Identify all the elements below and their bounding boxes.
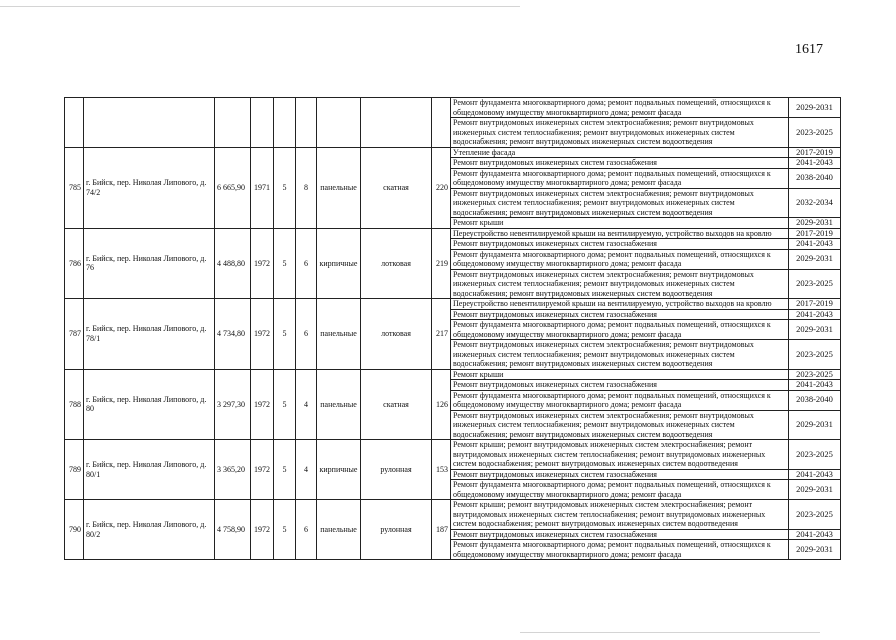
cell-wall-material: панельные bbox=[317, 299, 361, 370]
cell-work-period: 2017-2019 bbox=[789, 299, 841, 310]
cell-entrances: 4 bbox=[296, 440, 317, 500]
cell-wall-material: кирпичные bbox=[317, 440, 361, 500]
cell-work-type: Переустройство невентилируемой крыши на вентилируемую, устройство выходов на кровлю bbox=[451, 228, 789, 239]
cell-work-type: Переустройство невентилируемой крыши на вентилируемую, устройство выходов на кровлю bbox=[451, 299, 789, 310]
cell-work-type: Ремонт крыши; ремонт внутридомовых инженерных систем электроснабжения; ремонт внутридомовых инженерных систем теплоснабжения; ремонт внутридомовых инженерных систем водоснабжения; ремонт внутридомовых инженерных систем водоотведения bbox=[451, 500, 789, 530]
cell-wall-material: панельные bbox=[317, 369, 361, 440]
cell-build-year: 1972 bbox=[251, 440, 274, 500]
cell-area-continued bbox=[215, 98, 251, 148]
cell-floors: 5 bbox=[274, 440, 296, 500]
cell-apartments: 219 bbox=[432, 228, 451, 299]
cell-work-period: 2038-2040 bbox=[789, 390, 841, 410]
scan-edge-bottom bbox=[520, 632, 820, 633]
cell-roof-type: рулонная bbox=[361, 440, 432, 500]
cell-work-period: 2029-2031 bbox=[789, 218, 841, 229]
cell-work-period: 2041-2043 bbox=[789, 529, 841, 540]
cell-work-period: 2023-2025 bbox=[789, 340, 841, 370]
cell-work-type: Ремонт внутридомовых инженерных систем электроснабжения; ремонт внутридомовых инженерных систем теплоснабжения; ремонт внутридомовых инженерных систем водоснабжения; ремонт внутридомовых инженерных систем водоотведения bbox=[451, 410, 789, 440]
cell-apartments: 217 bbox=[432, 299, 451, 370]
cell-build-year: 1972 bbox=[251, 500, 274, 560]
cell-work-type: Ремонт внутридомовых инженерных систем газоснабжения bbox=[451, 529, 789, 540]
cell-row-number: 790 bbox=[65, 500, 84, 560]
cell-apartments: 220 bbox=[432, 147, 451, 228]
cell-floors-continued bbox=[274, 98, 296, 148]
table-row bbox=[65, 440, 841, 470]
cell-work-type: Ремонт внутридомовых инженерных систем газоснабжения bbox=[451, 158, 789, 169]
cell-address: г. Бийск, пер. Николая Липового, д. 80/2 bbox=[84, 500, 215, 560]
cell-walls-continued bbox=[317, 98, 361, 148]
cell-work-period: 2041-2043 bbox=[789, 309, 841, 320]
table-body bbox=[65, 98, 841, 560]
cell-work-type: Ремонт крыши bbox=[451, 369, 789, 380]
cell-work-period: 2023-2025 bbox=[789, 500, 841, 530]
cell-work-period: 2017-2019 bbox=[789, 147, 841, 158]
cell-work-type: Ремонт фундамента многоквартирного дома; ремонт подвальных помещений, относящихся к общедомовому имуществу многоквартирного дома; ремонт фасада bbox=[451, 390, 789, 410]
cell-roof-type: рулонная bbox=[361, 500, 432, 560]
cell-roof-type: лотковая bbox=[361, 228, 432, 299]
cell-work-type: Ремонт внутридомовых инженерных систем газоснабжения bbox=[451, 380, 789, 391]
cell-work-type: Ремонт крыши bbox=[451, 218, 789, 229]
table-row bbox=[65, 500, 841, 530]
cell-total-area: 4 758,90 bbox=[215, 500, 251, 560]
cell-floors: 5 bbox=[274, 500, 296, 560]
cell-work-period: 2032-2034 bbox=[789, 188, 841, 218]
cell-work-type: Ремонт фундамента многоквартирного дома; ремонт подвальных помещений, относящихся к общедомовому имуществу многоквартирного дома; ремонт фасада bbox=[451, 320, 789, 340]
cell-work-type: Ремонт внутридомовых инженерных систем электроснабжения; ремонт внутридомовых инженерных систем теплоснабжения; ремонт внутридомовых инженерных систем водоснабжения; ремонт внутридомовых инженерных систем водоотведения bbox=[451, 188, 789, 218]
cell-total-area: 6 665,90 bbox=[215, 147, 251, 228]
repair-program-table bbox=[64, 97, 841, 560]
cell-floors: 5 bbox=[274, 369, 296, 440]
cell-roof-type: лотковая bbox=[361, 299, 432, 370]
cell-work-period: 2029-2031 bbox=[789, 249, 841, 269]
cell-entrances-continued bbox=[296, 98, 317, 148]
cell-roof-continued bbox=[361, 98, 432, 148]
cell-address: г. Бийск, пер. Николая Липового, д. 80 bbox=[84, 369, 215, 440]
cell-apartments: 153 bbox=[432, 440, 451, 500]
cell-work-type: Ремонт внутридомовых инженерных систем электроснабжения; ремонт внутридомовых инженерных систем теплоснабжения; ремонт внутридомовых инженерных систем водоснабжения; ремонт внутридомовых инженерных систем водоотведения bbox=[451, 340, 789, 370]
cell-num-continued bbox=[65, 98, 84, 148]
cell-wall-material: кирпичные bbox=[317, 228, 361, 299]
cell-work-period: 2041-2043 bbox=[789, 469, 841, 480]
cell-work-period: 2041-2043 bbox=[789, 158, 841, 169]
cell-build-year: 1972 bbox=[251, 299, 274, 370]
cell-work-period: 2023-2025 bbox=[789, 369, 841, 380]
cell-work-type: Ремонт внутридомовых инженерных систем газоснабжения bbox=[451, 309, 789, 320]
cell-work-period: 2029-2031 bbox=[789, 320, 841, 340]
cell-wall-material: панельные bbox=[317, 147, 361, 228]
cell-work-period: 2017-2019 bbox=[789, 228, 841, 239]
cell-work-period: 2023-2025 bbox=[789, 269, 841, 299]
cell-row-number: 789 bbox=[65, 440, 84, 500]
cell-work-type: Ремонт фундамента многоквартирного дома; ремонт подвальных помещений, относящихся к общедомовому имуществу многоквартирного дома; ремонт фасада bbox=[451, 480, 789, 500]
cell-row-number: 788 bbox=[65, 369, 84, 440]
table-row bbox=[65, 147, 841, 158]
cell-address: г. Бийск, пер. Николая Липового, д. 80/1 bbox=[84, 440, 215, 500]
cell-apartments: 126 bbox=[432, 369, 451, 440]
cell-address: г. Бийск, пер. Николая Липового, д. 78/1 bbox=[84, 299, 215, 370]
cell-work-period: 2041-2043 bbox=[789, 239, 841, 250]
cell-work-type: Ремонт внутридомовых инженерных систем электроснабжения; ремонт внутридомовых инженерных систем теплоснабжения; ремонт внутридомовых инженерных систем водоснабжения; ремонт внутридомовых инженерных систем водоотведения bbox=[451, 269, 789, 299]
cell-work-type: Ремонт фундамента многоквартирного дома; ремонт подвальных помещений, относящихся к общедомовому имуществу многоквартирного дома; ремонт фасада bbox=[451, 540, 789, 560]
cell-build-year: 1971 bbox=[251, 147, 274, 228]
cell-year-continued bbox=[251, 98, 274, 148]
cell-work-period: 2041-2043 bbox=[789, 380, 841, 391]
cell-address-continued bbox=[84, 98, 215, 148]
cell-work-period: 2023-2025 bbox=[789, 118, 841, 148]
table-row bbox=[65, 369, 841, 380]
cell-floors: 5 bbox=[274, 299, 296, 370]
table-row-continued bbox=[65, 98, 841, 118]
cell-entrances: 6 bbox=[296, 228, 317, 299]
cell-total-area: 4 488,80 bbox=[215, 228, 251, 299]
cell-work-type: Ремонт фундамента многоквартирного дома; ремонт подвальных помещений, относящихся к общедомовому имуществу многоквартирного дома; ремонт фасада bbox=[451, 249, 789, 269]
cell-work-period: 2023-2025 bbox=[789, 440, 841, 470]
cell-floors: 5 bbox=[274, 228, 296, 299]
page-number: 1617 bbox=[795, 42, 823, 57]
cell-build-year: 1972 bbox=[251, 369, 274, 440]
cell-roof-type: скатная bbox=[361, 369, 432, 440]
cell-entrances: 8 bbox=[296, 147, 317, 228]
cell-work-period: 2038-2040 bbox=[789, 168, 841, 188]
cell-build-year: 1972 bbox=[251, 228, 274, 299]
cell-floors: 5 bbox=[274, 147, 296, 228]
cell-address: г. Бийск, пер. Николая Липового, д. 74/2 bbox=[84, 147, 215, 228]
cell-entrances: 6 bbox=[296, 299, 317, 370]
cell-row-number: 786 bbox=[65, 228, 84, 299]
cell-entrances: 4 bbox=[296, 369, 317, 440]
table-row bbox=[65, 228, 841, 239]
cell-wall-material: панельные bbox=[317, 500, 361, 560]
cell-work-type: Ремонт фундамента многоквартирного дома; ремонт подвальных помещений, относящихся к общедомовому имуществу многоквартирного дома; ремонт фасада bbox=[451, 168, 789, 188]
cell-work-type: Ремонт внутридомовых инженерных систем электроснабжения; ремонт внутридомовых инженерных систем теплоснабжения; ремонт внутридомовых инженерных систем водоснабжения; ремонт внутридомовых инженерных систем водоотведения bbox=[451, 118, 789, 148]
cell-row-number: 785 bbox=[65, 147, 84, 228]
cell-work-period: 2029-2031 bbox=[789, 98, 841, 118]
cell-apartments-continued bbox=[432, 98, 451, 148]
cell-work-type: Ремонт крыши; ремонт внутридомовых инженерных систем электроснабжения; ремонт внутридомовых инженерных систем теплоснабжения; ремонт внутридомовых инженерных систем водоснабжения; ремонт внутридомовых инженерных систем водоотведения bbox=[451, 440, 789, 470]
cell-row-number: 787 bbox=[65, 299, 84, 370]
cell-work-period: 2029-2031 bbox=[789, 540, 841, 560]
cell-work-period: 2029-2031 bbox=[789, 480, 841, 500]
cell-apartments: 187 bbox=[432, 500, 451, 560]
cell-total-area: 3 297,30 bbox=[215, 369, 251, 440]
cell-work-type: Ремонт внутридомовых инженерных систем газоснабжения bbox=[451, 239, 789, 250]
cell-work-type: Утепление фасада bbox=[451, 147, 789, 158]
cell-total-area: 4 734,80 bbox=[215, 299, 251, 370]
cell-work-type: Ремонт фундамента многоквартирного дома; ремонт подвальных помещений, относящихся к общедомовому имуществу многоквартирного дома; ремонт фасада bbox=[451, 98, 789, 118]
cell-work-period: 2029-2031 bbox=[789, 410, 841, 440]
cell-roof-type: скатная bbox=[361, 147, 432, 228]
cell-entrances: 6 bbox=[296, 500, 317, 560]
cell-address: г. Бийск, пер. Николая Липового, д. 76 bbox=[84, 228, 215, 299]
scan-edge-top bbox=[0, 6, 520, 7]
table-row bbox=[65, 299, 841, 310]
cell-total-area: 3 365,20 bbox=[215, 440, 251, 500]
cell-work-type: Ремонт внутридомовых инженерных систем газоснабжения bbox=[451, 469, 789, 480]
